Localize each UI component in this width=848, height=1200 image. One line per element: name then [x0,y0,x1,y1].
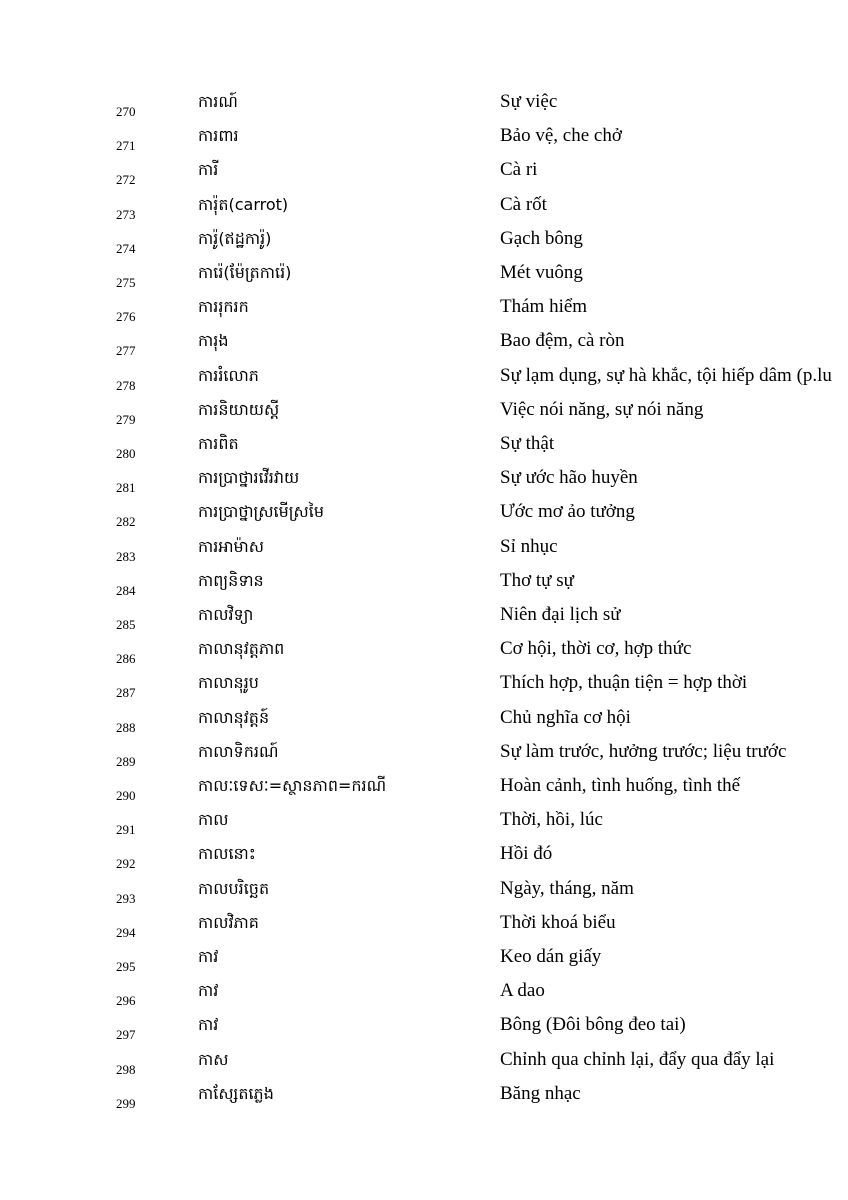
khmer-term: ការ៉ូ(ឥដ្ឋការ៉ូ) [198,228,272,248]
khmer-term: ការ៉េ(ម៉ែត្រការ៉េ) [198,263,292,282]
khmer-term: កាលាទិករណ៍ [198,741,279,761]
khmer-term: កាវ [198,1015,219,1035]
entry-number: 276 [116,309,136,325]
khmer-term: កាលានុវត្តន៍ [198,707,270,727]
entry-number: 291 [116,822,136,838]
vietnamese-translation: Thời, hồi, lúc [500,809,603,831]
entry-number: 275 [116,275,136,290]
entry-row [0,1082,848,1123]
khmer-term: ការី [198,160,219,180]
khmer-term: ការ៉ុត(carrot) [198,194,289,214]
vietnamese-translation: Hồi đó [500,843,553,865]
vietnamese-translation: Chỉnh qua chỉnh lại, đẩy qua đẩy lại [500,1048,775,1070]
vietnamese-translation: A dao [500,980,545,1002]
vietnamese-translation: Ngày, tháng, năm [500,877,634,899]
entry-number: 270 [116,104,136,119]
khmer-term: ការនិយាយស្តី [198,399,280,419]
vietnamese-translation: Keo dán giấy [500,946,602,967]
entry-number: 289 [116,753,136,769]
entry-number: 274 [116,240,136,256]
khmer-term: កាព្យនិទាន [198,570,264,590]
entry-number: 286 [116,651,136,667]
khmer-term: ការពារ [198,126,239,146]
entry-number: 294 [116,924,136,940]
entry-number: 299 [116,1095,136,1111]
khmer-term: ការអាម៉ាស [198,536,265,556]
vietnamese-translation: Sự thật [500,433,555,454]
vietnamese-translation: Cơ hội, thời cơ, hợp thức [500,638,692,660]
khmer-term: ការរុករក [198,297,249,317]
entry-number: 298 [116,1061,136,1077]
vietnamese-translation: Mét vuông [500,262,583,283]
khmer-term: ការុង [198,331,229,351]
vietnamese-translation: Bảo vệ, che chở [500,125,622,147]
vietnamese-translation: Băng nhạc [500,1082,581,1104]
vietnamese-translation: Hoàn cảnh, tình huống, tình thế [500,775,741,796]
khmer-term: កាលានុរូប [198,673,259,693]
vietnamese-translation: Sự lạm dụng, sự hà khắc, tội hiếp dâm (p.lu [500,364,832,386]
vietnamese-translation: Cà ri [500,159,538,181]
entry-number: 292 [116,856,136,872]
khmer-term: កាស [198,1049,229,1069]
khmer-term: កាវ [198,947,219,966]
entry-number: 277 [116,343,136,359]
vietnamese-translation: Thời khoá biểu [500,911,616,933]
vietnamese-translation: Thám hiểm [500,296,588,318]
vietnamese-translation: Niên đại lịch sử [500,604,621,625]
entry-number: 288 [116,719,136,735]
khmer-term: កាលៈទេសៈ=ស្ថានភាព=ករណី [198,776,387,795]
entry-number: 273 [116,206,136,222]
entry-number: 287 [116,685,136,701]
entry-number: 279 [116,411,136,427]
vietnamese-translation: Cà rốt [500,193,547,215]
khmer-term: កាវ [198,981,219,1001]
entry-number: 296 [116,993,136,1009]
khmer-term: កាលនោះ [198,844,256,864]
khmer-term: ការប្រាថ្នាស្រមើស្រមៃ [198,502,325,522]
vietnamese-translation: Sự làm trước, hưởng trước; liệu trước [500,740,787,762]
vietnamese-translation: Sỉ nhục [500,535,558,557]
entry-number: 295 [116,959,136,974]
khmer-term: ការរំលោភ [198,365,259,385]
khmer-term: កាលបរិច្ឆេត [198,878,270,898]
khmer-term: កាស្សែតភ្លេង [198,1083,274,1103]
vietnamese-translation: Sự ước hão huyền [500,467,638,489]
entry-number: 281 [116,480,136,496]
entry-number: 284 [116,582,136,598]
khmer-term: កាលវិភាគ [198,912,259,932]
khmer-term: កាលវិទ្យា [198,605,254,624]
entry-number: 293 [116,890,136,906]
entry-number: 282 [116,514,136,530]
vietnamese-translation: Bao đệm, cà ròn [500,330,625,352]
vietnamese-translation: Thích hợp, thuận tiện = hợp thời [500,672,748,694]
khmer-term: ការពិត [198,434,239,453]
entry-number: 290 [116,788,136,803]
vietnamese-translation: Sự việc [500,91,558,112]
vietnamese-translation: Việc nói năng, sự nói năng [500,398,704,420]
khmer-term: កាលានុវត្តភាព [198,639,285,659]
entry-number: 271 [116,138,136,154]
entry-number: 272 [116,172,136,188]
khmer-term: កាល [198,810,229,830]
vietnamese-translation: Ước mơ ảo tưởng [500,501,635,523]
vietnamese-translation: Gạch bông [500,227,583,249]
khmer-term: ការណ៍ [198,92,238,111]
vietnamese-translation: Thơ tự sự [500,569,574,591]
entry-number: 283 [116,548,136,564]
khmer-term: ការប្រាថ្នារវើរវាយ [198,468,300,488]
vietnamese-translation: Chủ nghĩa cơ hội [500,706,631,728]
entry-number: 285 [116,617,136,632]
entry-number: 280 [116,446,136,461]
entry-number: 297 [116,1027,136,1043]
entry-number: 278 [116,377,136,393]
vietnamese-translation: Bông (Đôi bông đeo tai) [500,1014,686,1036]
